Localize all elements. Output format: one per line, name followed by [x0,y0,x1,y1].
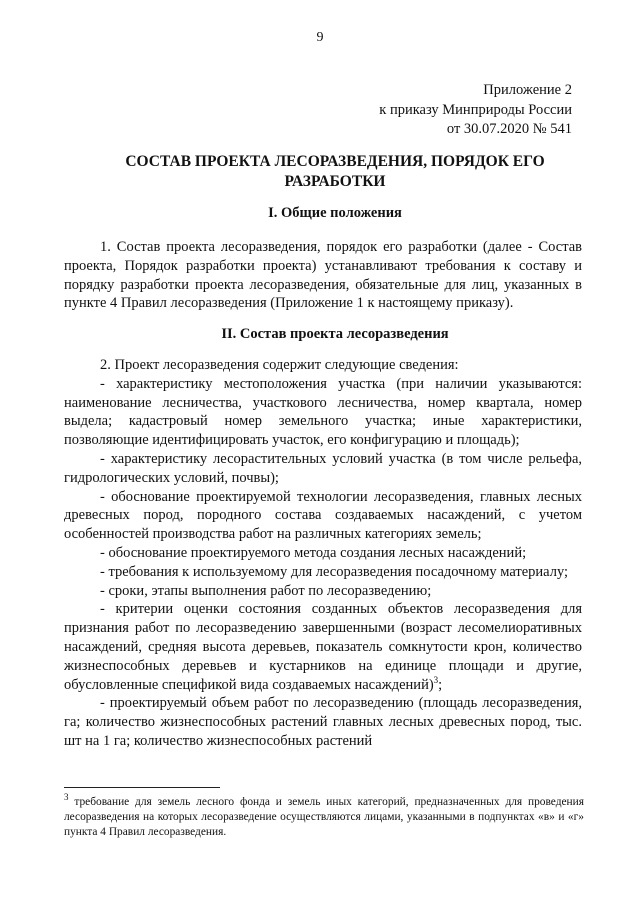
list-item-criteria-tail: ; [438,676,443,693]
section-1-body [64,238,582,313]
list-item-criteria [64,600,582,694]
footnote-3 [64,792,584,840]
list-item-planting-material: - требования к используемому для лесоразведения посадочному материалу; [100,563,569,580]
appendix-line-2: к приказу Минприроды России [379,101,572,118]
paragraph-1: 1. Состав проекта лесоразведения, порядок его разработки (далее - Состав проекта, Порядок разработки проекта) устанавливают требования к составу и порядку разработки проекта лесоразведения, обязательные для лиц, указанных в пункте 4 Правил лесоразведения (Приложение 1 к настоящему приказу). [64,239,582,312]
footnote-ref-3[interactable]: 3 [433,674,439,685]
title-line-2: РАЗРАБОТКИ [284,173,386,190]
footnote-mark: 3 [64,792,69,803]
footnote-separator [64,787,220,788]
footnote-text: требование для земель лесного фонда и земель иных категорий, предназначенных для проведения лесоразведения на которых лесоразведение осуществляются лицами, указанными в подпунктах «в» и «г» пункта 4 Правил лесоразведения. [64,796,584,838]
paragraph-2-intro: 2. Проект лесоразведения содержит следующие сведения: [100,357,459,373]
document-title [70,152,600,192]
section-2-body [64,356,582,751]
page-number: 9 [316,30,324,45]
list-item-technology: - обоснование проектируемой технологии лесоразведения, главных лесных древесных пород, породного состава создаваемых насаждений, с учетом особенностей производства работ на различных категориях земель; [64,488,582,543]
section-2-heading: II. Состав проекта лесоразведения [221,326,449,342]
list-item-schedule: - сроки, этапы выполнения работ по лесоразведению; [100,582,432,599]
appendix-line-3: от 30.07.2020 № 541 [446,121,572,137]
list-item-criteria-text: - критерии оценки состояния созданных объектов лесоразведения для признания работ по лесоразведению завершенными (возраст лесомелиоративных насаждений, средняя высота деревьев, показатель сомкнутости крон, количество жизнеспособных деревьев и кустарников на единице площади и другие, обусловленные спецификой вида создаваемых насаждений) [64,601,582,693]
appendix-line-1: Приложение 2 [483,82,572,98]
list-item-conditions: - характеристику лесорастительных условий участка (в том числе рельефа, гидрологических условий, почвы); [64,450,582,486]
list-item-location: - характеристику местоположения участка (при наличии указываются: наименование лесничества, участкового лесничества, номер квартала, номер выдела; кадастровый номер земельного участка; иные характеристики, позволяющие идентифицировать участок, его конфигурацию и площадь); [64,375,582,449]
appendix-reference [379,81,572,140]
list-item-method: - обоснование проектируемого метода создания лесных насаждений; [100,544,527,561]
list-item-volume: - проектируемый объем работ по лесоразведению (площадь лесоразведения, га; количество жизнеспособных растений главных лесных древесных пород, тыс. шт на 1 га; количество жизнеспособных растений [64,695,582,749]
section-1-heading: I. Общие положения [268,205,402,221]
title-line-1: СОСТАВ ПРОЕКТА ЛЕСОРАЗВЕДЕНИЯ, ПОРЯДОК ЕГО [125,153,545,170]
